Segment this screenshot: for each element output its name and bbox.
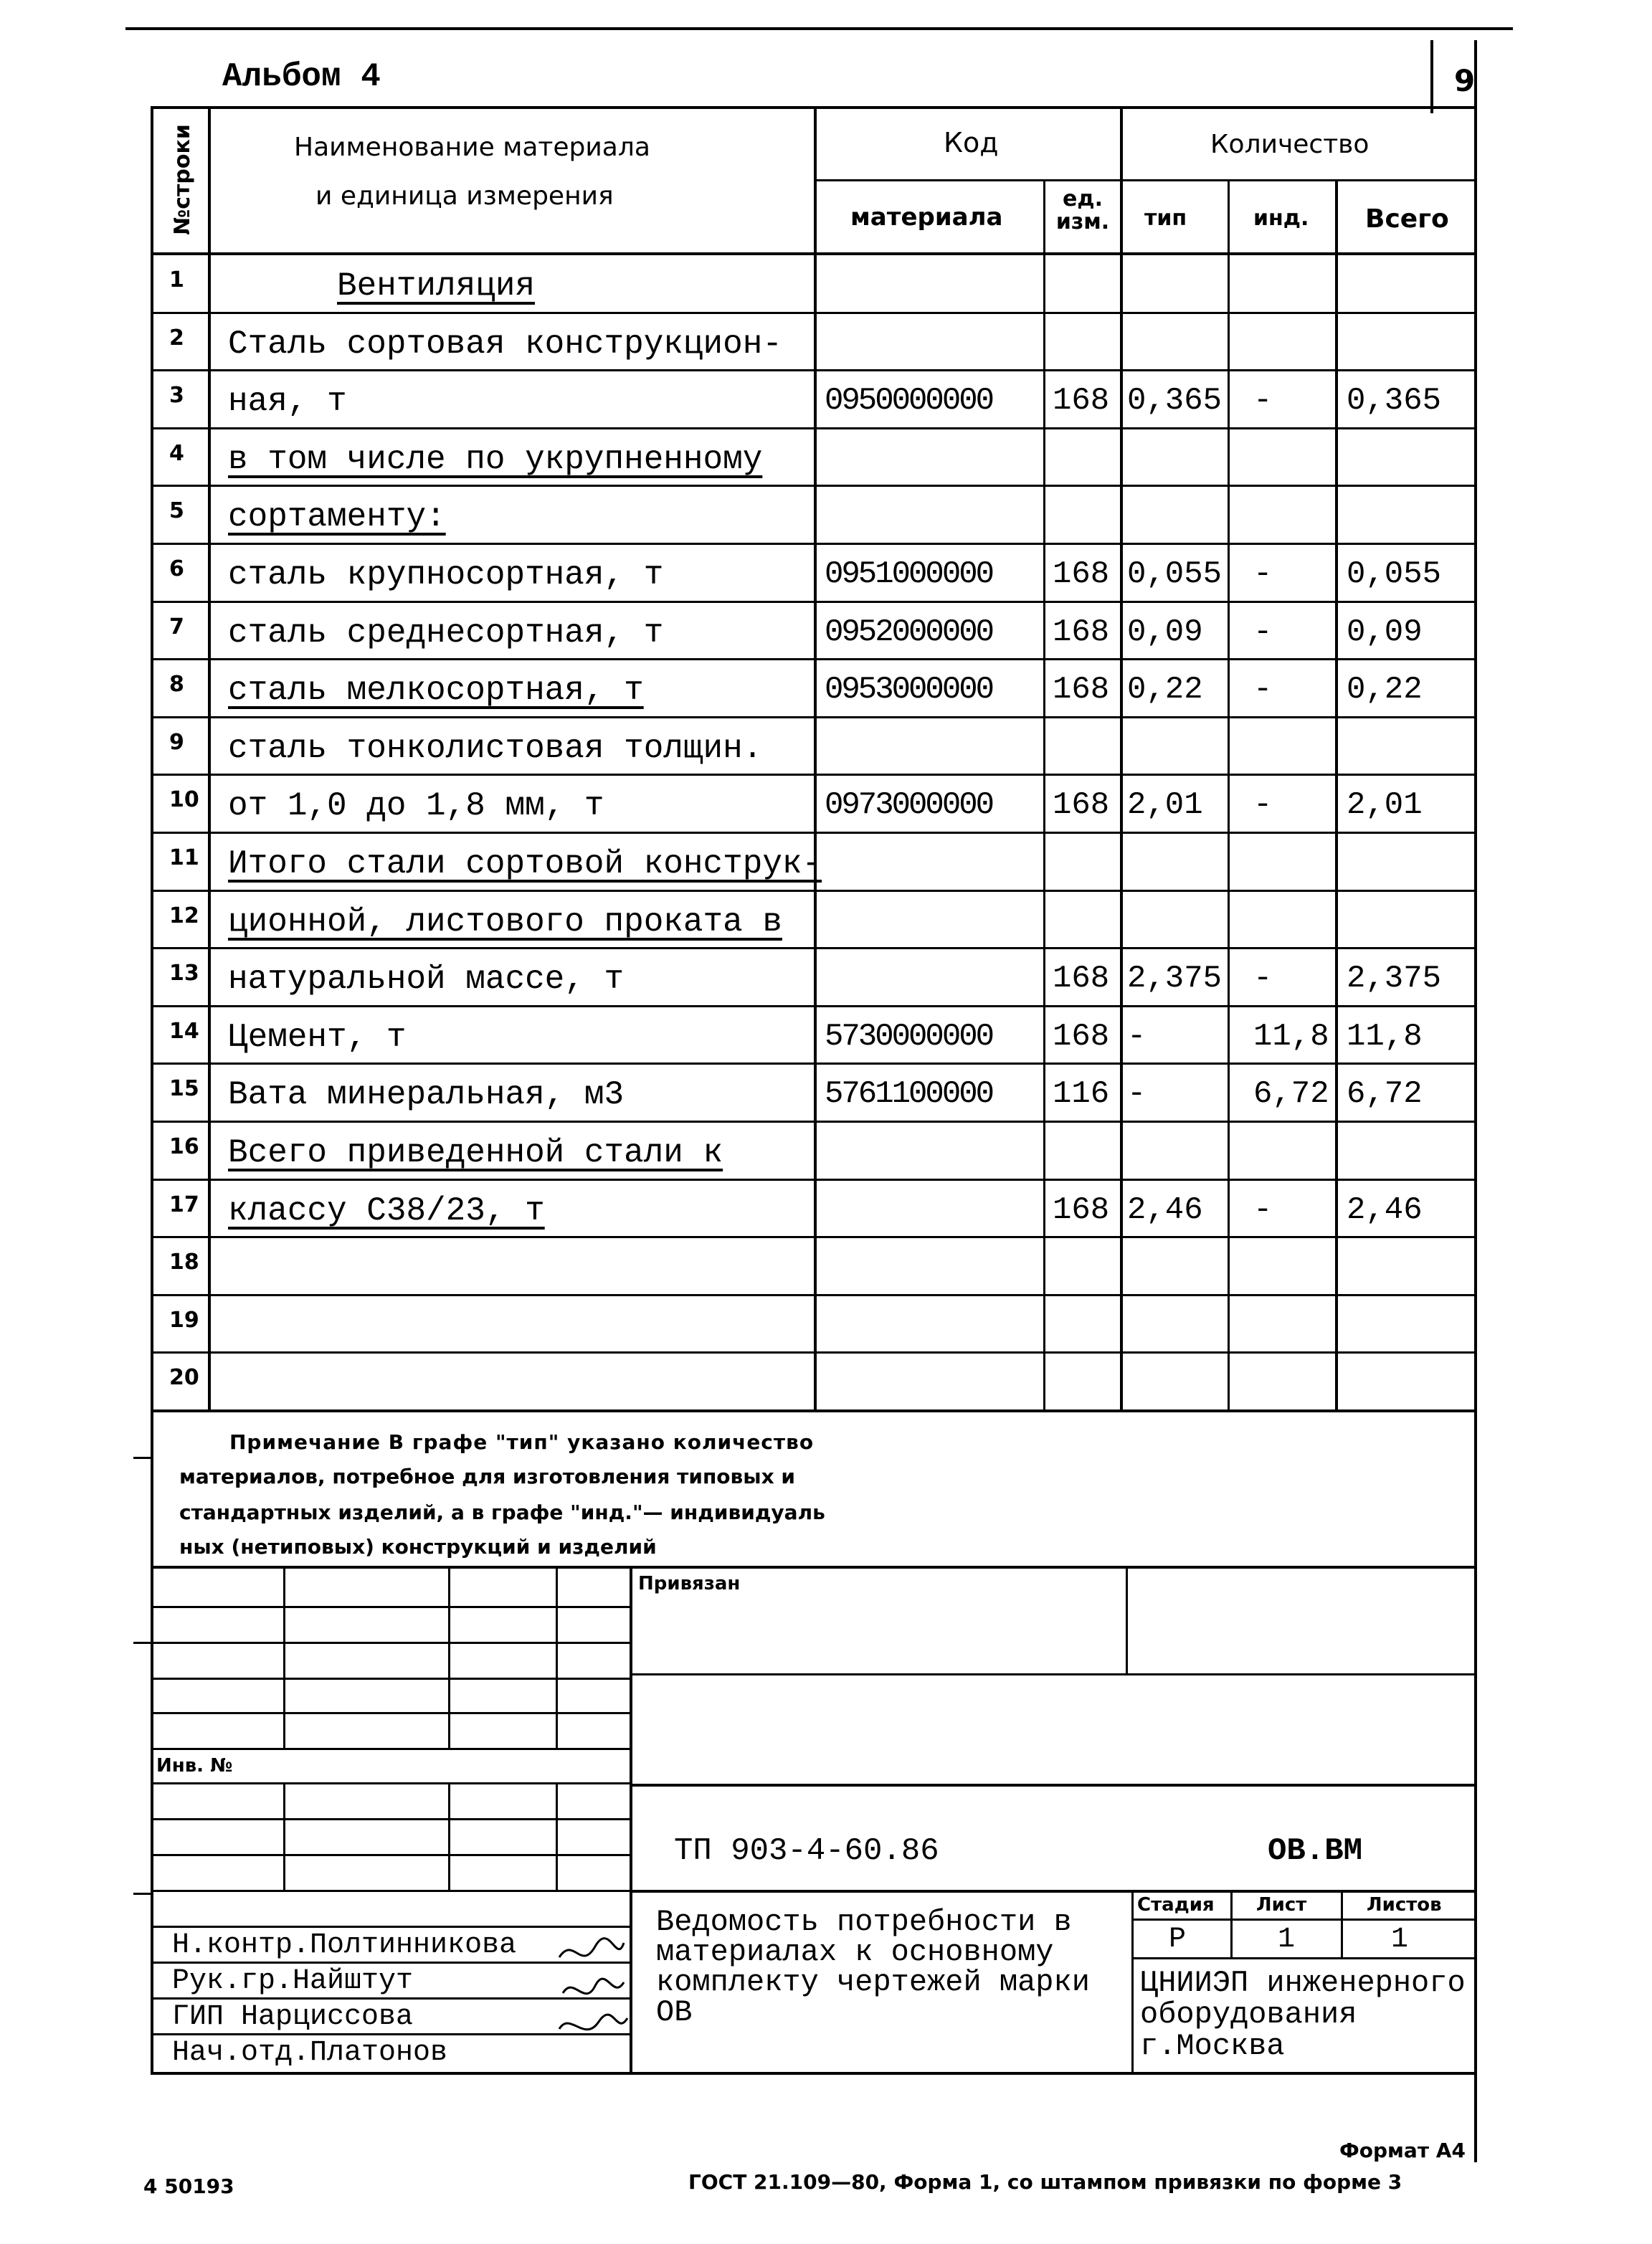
row-unit: 168: [1053, 1019, 1110, 1055]
row-number: 11: [169, 845, 199, 870]
col-rownum-header: №строки: [169, 123, 195, 235]
row-qty-typ: 0,22: [1127, 672, 1203, 708]
row-qty-total: 0,09: [1347, 614, 1423, 650]
note-line-4: ных (нетиповых) конструкций и изделий: [179, 1535, 657, 1559]
row-qty-ind: -: [1253, 961, 1273, 997]
row-name: от 1,0 до 1,8 мм, т: [228, 787, 604, 824]
row-name: Итого стали сортовой конструк-: [228, 845, 822, 883]
row-name: сталь крупносортная, т: [228, 556, 664, 594]
col-code-unit-header: ед. изм.: [1055, 186, 1110, 234]
row-unit: 168: [1053, 787, 1110, 823]
sheet-number: 9: [1454, 63, 1476, 98]
note-line-1: Примечание В графе "тип" указано количество: [229, 1430, 815, 1454]
row-qty-total: 2,46: [1347, 1192, 1423, 1228]
signer-nach-otd: Нач.отд.Платонов: [172, 2037, 448, 2069]
row-qty-total: 6,72: [1347, 1076, 1423, 1112]
row-qty-ind: -: [1253, 672, 1273, 708]
row-name: Цемент, т: [228, 1019, 407, 1056]
stage-value: Р: [1169, 1924, 1187, 1956]
row-qty-ind: 6,72: [1253, 1076, 1329, 1112]
row-number: 14: [169, 1019, 199, 1044]
album-label: Альбом 4: [222, 58, 381, 95]
row-number: 20: [169, 1365, 199, 1390]
drawing-mark: ОВ.ВМ: [1268, 1833, 1363, 1869]
row-code: 0950000000: [825, 383, 993, 419]
row-name: Сталь сортовая конструкцион-: [228, 325, 782, 363]
row-number: 9: [169, 730, 184, 755]
row-number: 18: [169, 1250, 199, 1275]
row-qty-typ: 2,01: [1127, 787, 1203, 823]
row-qty-total: 0,055: [1347, 556, 1442, 592]
row-qty-ind: -: [1253, 1192, 1273, 1228]
row-name: ная, т: [228, 383, 347, 420]
row-code: 5730000000: [825, 1019, 993, 1055]
stage-label: Стадия: [1137, 1894, 1215, 1916]
row-qty-typ: 2,46: [1127, 1192, 1203, 1228]
col-name-header-2: и единица измерения: [315, 181, 614, 211]
row-number: 17: [169, 1192, 199, 1217]
row-number: 12: [169, 903, 199, 928]
row-name: Вентиляция: [337, 267, 536, 305]
row-number: 1: [169, 267, 184, 293]
row-number: 16: [169, 1134, 199, 1159]
format-label: Формат А4: [1339, 2139, 1466, 2162]
row-name: сталь среднесортная, т: [228, 614, 664, 652]
row-number: 3: [169, 383, 184, 408]
row-unit: 168: [1053, 614, 1110, 650]
row-name: сталь мелкосортная, т: [228, 672, 644, 709]
row-code: 0973000000: [825, 787, 993, 823]
signer-n-kontr: Н.контр.Полтинникова: [172, 1929, 517, 1962]
sheet-value: 1: [1278, 1924, 1296, 1956]
row-name: классу С38/23, т: [228, 1192, 545, 1230]
row-number: 4: [169, 441, 184, 466]
row-unit: 168: [1053, 961, 1110, 997]
row-code: 5761100000: [825, 1076, 993, 1112]
row-name: в том числе по укрупненному: [228, 441, 763, 478]
row-qty-total: 0,22: [1347, 672, 1423, 708]
signer-gip: ГИП Нарциссова: [172, 2001, 414, 2033]
row-qty-total: 0,365: [1347, 383, 1442, 419]
sheet-label: Лист: [1256, 1894, 1307, 1916]
row-qty-typ: 0,09: [1127, 614, 1203, 650]
row-number: 6: [169, 556, 184, 581]
row-name: ционной, листового проката в: [228, 903, 782, 941]
row-qty-ind: -: [1253, 614, 1273, 650]
row-qty-ind: -: [1253, 383, 1273, 419]
sheets-label: Листов: [1367, 1894, 1442, 1916]
row-name: Всего приведенной стали к: [228, 1134, 723, 1171]
organization: ЦНИИЭП инженерного оборудования г.Москва: [1140, 1966, 1466, 2064]
row-number: 10: [169, 787, 199, 812]
row-name: Вата минеральная, м3: [228, 1076, 625, 1113]
note-line-2: материалов, потребное для изготовления типовых и: [179, 1465, 795, 1488]
row-qty-ind: 11,8: [1253, 1019, 1329, 1055]
col-code-material-header: материала: [850, 203, 1003, 232]
row-qty-typ: 0,365: [1127, 383, 1223, 419]
row-number: 7: [169, 614, 184, 640]
col-qty-typ-header: тип: [1144, 206, 1187, 231]
row-name: натуральной массе, т: [228, 961, 625, 998]
row-code: 0952000000: [825, 614, 993, 650]
note-line-3: стандартных изделий, а в графе "инд."— индивидуаль: [179, 1501, 825, 1524]
project-designation: ТП 903-4-60.86: [674, 1833, 939, 1869]
row-number: 2: [169, 325, 184, 351]
row-number: 15: [169, 1076, 199, 1101]
row-name: сортаменту:: [228, 498, 446, 536]
signatures-image: [552, 1921, 631, 2072]
row-unit: 168: [1053, 1192, 1110, 1228]
row-unit: 168: [1053, 383, 1110, 419]
row-qty-typ: -: [1127, 1019, 1147, 1055]
row-number: 13: [169, 961, 199, 986]
row-qty-total: 11,8: [1347, 1019, 1423, 1055]
row-qty-total: 2,375: [1347, 961, 1442, 997]
col-name-header-1: Наименование материала: [294, 133, 650, 162]
sheets-value: 1: [1391, 1924, 1409, 1956]
row-unit: 168: [1053, 556, 1110, 592]
row-qty-total: 2,01: [1347, 787, 1423, 823]
row-code: 0953000000: [825, 672, 993, 708]
signer-ruk-gr: Рук.гр.Найштут: [172, 1965, 414, 1997]
row-unit: 168: [1053, 672, 1110, 708]
row-code: 0951000000: [825, 556, 993, 592]
privyazan-label: Привязан: [638, 1573, 741, 1594]
col-quantity-header: Количество: [1210, 130, 1369, 159]
document-title: Ведомость потребности в материалах к основному комплекту чертежей марки ОВ: [656, 1905, 1090, 2030]
row-qty-ind: -: [1253, 787, 1273, 823]
gost-reference: ГОСТ 21.109—80, Форма 1, со штампом привязки по форме 3: [688, 2170, 1402, 2194]
row-qty-typ: -: [1127, 1076, 1147, 1112]
row-unit: 116: [1053, 1076, 1110, 1112]
row-number: 5: [169, 498, 184, 523]
row-qty-typ: 0,055: [1127, 556, 1223, 592]
col-code-header: Код: [944, 127, 999, 158]
archive-number: 4 50193: [143, 2174, 234, 2198]
col-qty-ind-header: инд.: [1253, 206, 1309, 231]
row-number: 19: [169, 1308, 199, 1333]
row-number: 8: [169, 672, 184, 697]
row-qty-typ: 2,375: [1127, 961, 1223, 997]
inv-no-label: Инв. №: [156, 1755, 233, 1777]
row-qty-ind: -: [1253, 556, 1273, 592]
row-name: сталь тонколистовая толщин.: [228, 730, 763, 767]
col-qty-total-header: Всего: [1365, 204, 1449, 234]
